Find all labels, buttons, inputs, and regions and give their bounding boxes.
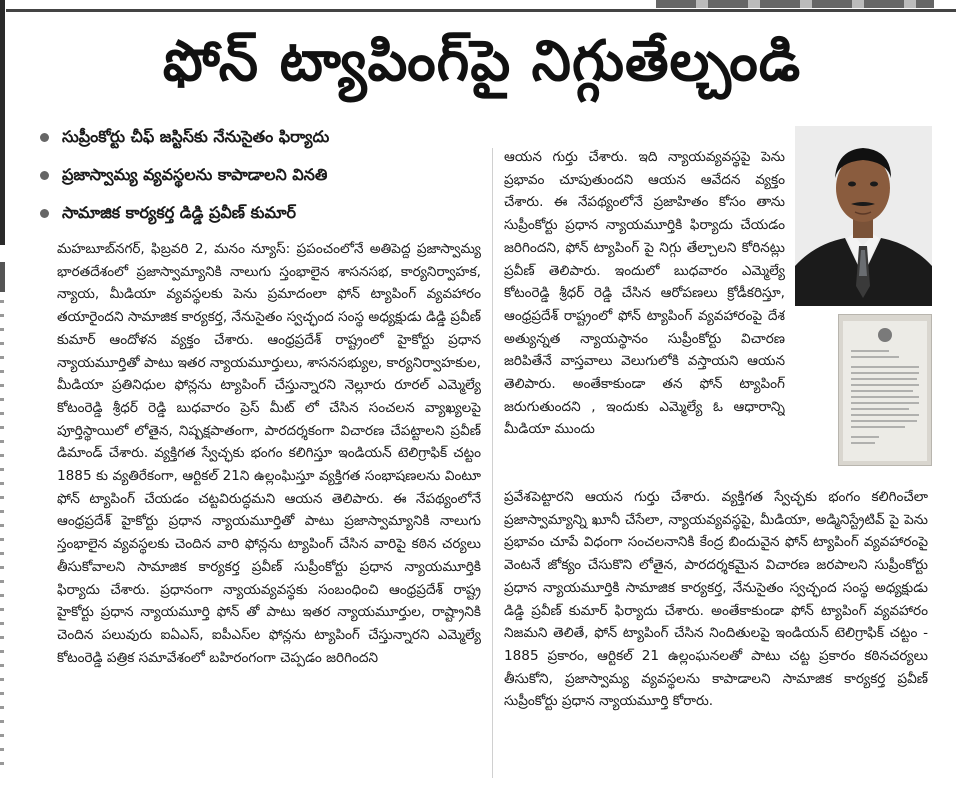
complaint-letter-photo — [838, 314, 932, 466]
man-portrait-icon — [795, 126, 932, 306]
adjacent-article-photo — [656, 0, 934, 8]
adjacent-column-photo — [0, 0, 5, 245]
sub-headline-text: సామాజిక కార్యకర్త డిడ్డి ప్రవీణ్ కుమార్ — [62, 203, 297, 222]
adjacent-column-fragment — [0, 262, 5, 292]
article-body-right-bottom — [504, 486, 928, 786]
sub-headlines — [40, 118, 500, 232]
portrait-photo — [795, 126, 932, 306]
document-icon — [839, 315, 932, 466]
body-paragraph: ప్రవేశపెట్టారని ఆయన గుర్తు చేశారు. వ్యక్తిగత స్వేచ్ఛకు భంగం కలిగించేలా ప్రజాస్వామ్యాన్ని ఖూనీ చేసేలా, న్యాయవ్యవస్థపై, మీడియా, అడ్మినిస్ట్రేటివ్ పై పెను ప్రభావం చూపే విధంగా సంచలనానికి కేంద్ర బిందువైన ఫోన్ ట్యాపింగ్ వ్యవహారంపై వెంటనే జోక్యం చేసుకొని లోతైన, పారదర్శకమైన విచారణ జరపాలని సుప్రీంకోర్టు ప్రధాన న్యాయమూర్తికి సామాజిక కార్యకర్త, నేనుసైతం స్వచ్ఛంద సంస్థ అధ్యక్షుడు డిడ్డి ప్రవీణ్ కుమార్ ఫిర్యాదు చేశారు. అంతేకాకుండా ఫోన్ ట్యాపింగ్ వ్యవహారం నిజమని తెలితే, ఫోన్ ట్యాపింగ్ చేసిన నిందితులపై ఇండియన్ టెలిగ్రాఫిక్ చట్టం - 1885 ప్రకారం, ఆర్టికల్ 21 ఉల్లంఘనలతో పాటు చట్ట ప్రకారం కఠినచర్యలు తీసుకోని, ప్రజాస్వామ్య వ్యవస్థలను కాపాడాలని సామాజిక కార్యకర్త ప్రవీణ్ సుప్రీంకోర్టు ప్రధాన న్యాయమూర్తి కోరారు. — [504, 489, 928, 710]
sub-headline-item — [40, 118, 500, 156]
bullet-icon — [40, 209, 49, 218]
body-paragraph: మహబూబ్‌నగర్, ఫిబ్రవరి 2, మనం న్యూస్: ప్రపంచంలోనే అతిపెద్ద ప్రజాస్వామ్య భారతదేశంలో ప్రజాస్వామ్యానికి నాలుగు స్తంభాలైన శాసనసభ, కార్యనిర్వాహక, న్యాయ, మీడియా వ్యవస్థలకు పెను ప్రమాదంలా ఫోన్ ట్యాపింగ్ వ్యవహారం తయారైందని సామాజిక కార్యకర్త, నేనుసైతం స్వచ్ఛంద సంస్థ అధ్యక్షుడు డిడ్డి ప్రవీణ్ కుమార్ ఆందోళన వ్యక్తం చేశారు. ఆంధ్రప్రదేశ్ రాష్ట్రంలో హైకోర్టు ప్రధాన న్యాయమూర్తితో పాటు ఇతర న్యాయమూర్తులు, శాసనసభ్యుల, కార్యనిర్వాహకుల, మీడియా ప్రతినిధుల ఫోన్లను ట్యాపింగ్ చేస్తున్నారని నెల్లూరు రూరల్ ఎమ్మెల్యే కోటంరెడ్డి శ్రీధర్ రెడ్డి బుధవారం ప్రెస్ మీట్ లో చేసిన సంచలన వ్యాఖ్యలపై పూర్తిస్థాయిలో లోతైన, నిష్పక్షపాతంగా, పారదర్శకంగా విచారణ చేపట్టాలని ప్రవీణ్ డిమాండ్ చేశారు. వ్యక్తిగత స్వేచ్ఛకు భంగం కలిగిస్తూ ఇండియన్ టెలిగ్రాఫిక్ చట్టం 1885 కు వ్యతిరేకంగా, ఆర్టికల్ 21ని ఉల్లంఘిస్తూ వ్యక్తిగత సంభాషణలను వింటూ ఫోన్ ట్యాపింగ్ చేయడం చట్టవిరుద్ధమని ఆయన తెలిపారు. ఈ నేపథ్యంలోనే ఆంధ్రప్రదేశ్ హైకోర్టు ప్రధాన న్యాయమూర్తితో పాటు ప్రజాస్వామ్యానికి నాలుగు స్తంభాలైన వ్యవస్థలకు చెందిన వారి ఫోన్లను ట్యాపింగ్ చేసిన వారిపై కఠిన చర్యలు తీసుకోవాలని సామాజిక కార్యకర్త ప్రవీణ్ సుప్రీంకోర్టు ప్రధాన న్యాయమూర్తికి ఫిర్యాదు చేశారు. ప్రధానంగా న్యాయవ్యవస్థకు సంబంధించి ఆంధ్రప్రదేశ్ రాష్ట్ర హైకోర్టు ప్రధాన న్యాయమూర్తి ఫోన్ తో పాటు ఇతర న్యాయమూర్తుల, రాష్ట్రానికి చెందిన పలువురు ఐఏఎస్, ఐపీఎస్‌ల ఫోన్లను ట్యాపింగ్ చేస్తున్నారని ఎమ్మెల్యే కోటంరెడ్డి పత్రిక సమావేశంలో బహిరంగంగా చెప్పడం జరిగిందని — [57, 241, 481, 666]
sub-headline-text: ప్రజాస్వామ్య వ్యవస్థలను కాపాడాలని వినతి — [62, 165, 328, 184]
adjacent-column-text — [0, 300, 4, 770]
headline: ఫోన్ ట్యాపింగ్‌పై నిగ్గుతేల్చండి — [162, 29, 802, 94]
sub-headline-item — [40, 194, 500, 232]
sub-headline-item — [40, 156, 500, 194]
bullet-icon — [40, 133, 49, 142]
sub-headline-text: సుప్రీంకోర్టు చీఫ్ జస్టిస్‌కు నేనుసైతం ఫిర్యాదు — [62, 127, 330, 146]
section-rule — [6, 9, 956, 12]
column-divider — [492, 148, 493, 778]
body-paragraph: ఆయన గుర్తు చేశారు. ఇది న్యాయవ్యవస్థపై పెను ప్రభావం చూపుతుందని ఆయన ఆవేదన వ్యక్తం చేశారు. ఈ నేపథ్యంలోనే ప్రజాహితం కోసం తాను సుప్రీంకోర్టు ప్రధాన న్యాయమూర్తికి ఫిర్యాదు చేయడం జరిగిందని, ఫోన్ ట్యాపింగ్ పై నిగ్గు తేల్చాలని కోరినట్లు ప్రవీణ్ తెలిపారు. ఇందులో బుధవారం ఎమ్మెల్యే కోటంరెడ్డి శ్రీధర్ రెడ్డి చేసిన ఆరోపణలు క్రోడీకరిస్తూ, ఆంధ్రప్రదేశ్ రాష్ట్రంలో ఫోన్ ట్యాపింగ్ వ్యవహారంపై దేశ అత్యున్నత న్యాయస్థానం సుప్రీంకోర్టు విచారణ జరిపితేనే వాస్తవాలు వెలుగులోకి వస్తాయని ఆయన తెలిపారు. అంతేకాకుండా తన ఫోన్ ట్యాపింగ్ జరుగుతుందని , ఇందుకు ఎమ్మెల్యే ఓ ఆధారాన్ని మీడియా ముందు — [504, 149, 785, 438]
page-edge-strip — [0, 0, 6, 797]
bullet-icon — [40, 171, 49, 180]
article-body-left — [57, 238, 481, 783]
article-body-right-top — [504, 146, 785, 486]
